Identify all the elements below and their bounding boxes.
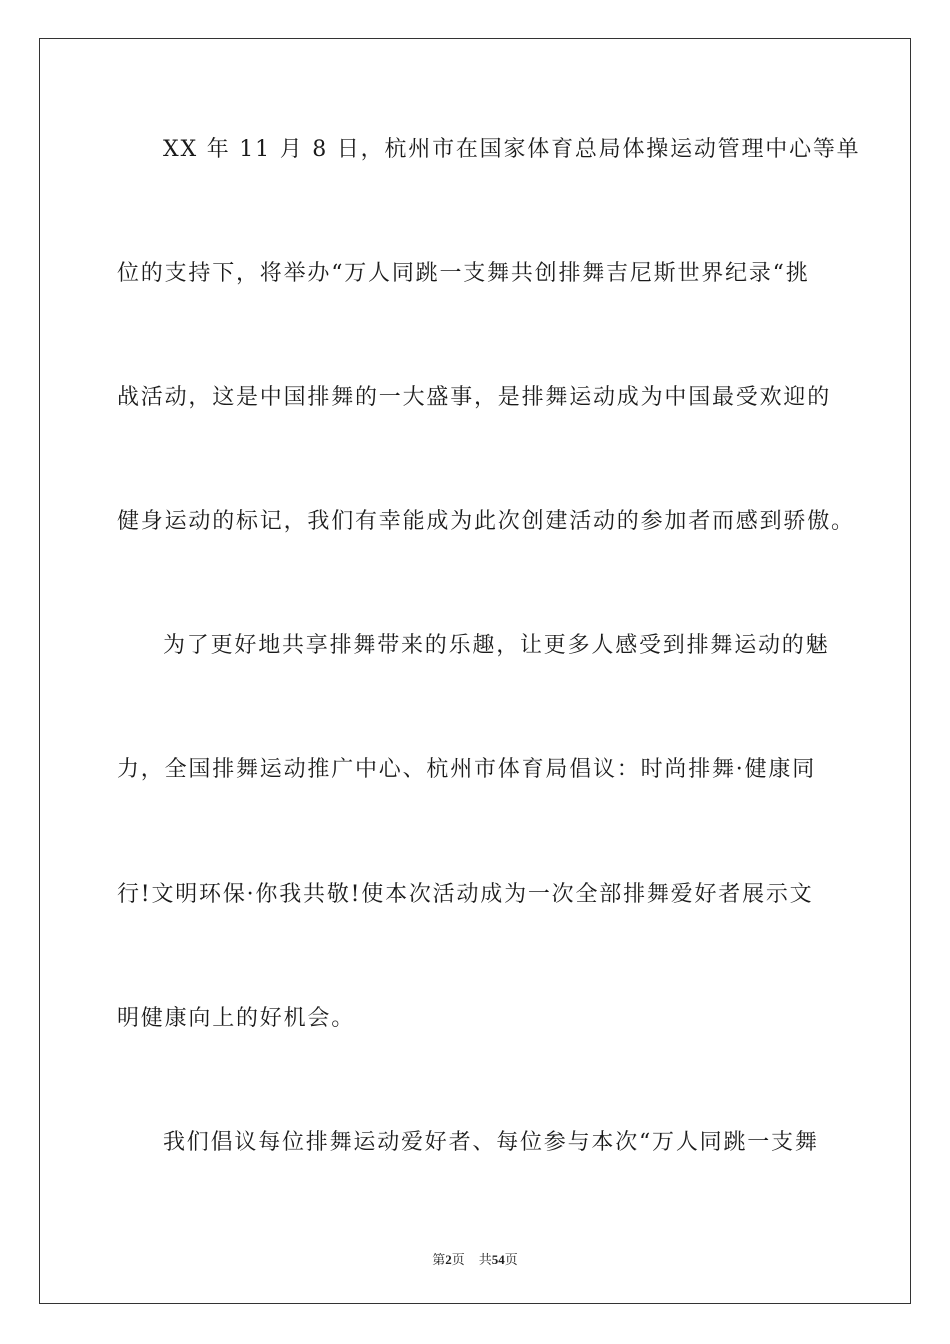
footer-page-total: 54 bbox=[491, 1252, 505, 1267]
paragraph-2-line-4: 明健康向上的好机会。 bbox=[117, 1006, 356, 1031]
paragraph-1-line-3: 战活动，这是中国排舞的一大盛事，是排舞运动成为中国最受欢迎的 bbox=[117, 385, 832, 410]
paragraph-1-line-1: XX 年 11 月 8 日，杭州市在国家体育总局体操运动管理中心等单 bbox=[163, 137, 861, 162]
paragraph-2-line-3: 行!文明环保·你我共敬!使本次活动成为一次全部排舞爱好者展示文 bbox=[117, 882, 814, 907]
footer-total-suffix: 页 bbox=[504, 1252, 518, 1267]
paragraph-2-line-1: 为了更好地共享排舞带来的乐趣，让更多人感受到排舞运动的魅 bbox=[163, 633, 830, 658]
page-footer bbox=[0, 1249, 950, 1268]
paragraph-1-line-2: 位的支持下，将举办“万人同跳一支舞共创排舞吉尼斯世界纪录“挑 bbox=[117, 261, 810, 286]
paragraph-2-line-2: 力，全国排舞运动推广中心、杭州市体育局倡议：时尚排舞·健康同 bbox=[117, 757, 816, 782]
footer-page-suffix: 页 bbox=[451, 1252, 465, 1267]
page-border bbox=[39, 38, 911, 1304]
paragraph-1-line-4: 健身运动的标记，我们有幸能成为此次创建活动的参加者而感到骄傲。 bbox=[117, 509, 855, 534]
footer-total-prefix: 共 bbox=[478, 1252, 492, 1267]
footer-page-prefix: 第 bbox=[432, 1252, 446, 1267]
footer-page-current: 2 bbox=[445, 1252, 452, 1267]
paragraph-3-line-1: 我们倡议每位排舞运动爱好者、每位参与本次“万人同跳一支舞 bbox=[163, 1130, 819, 1155]
